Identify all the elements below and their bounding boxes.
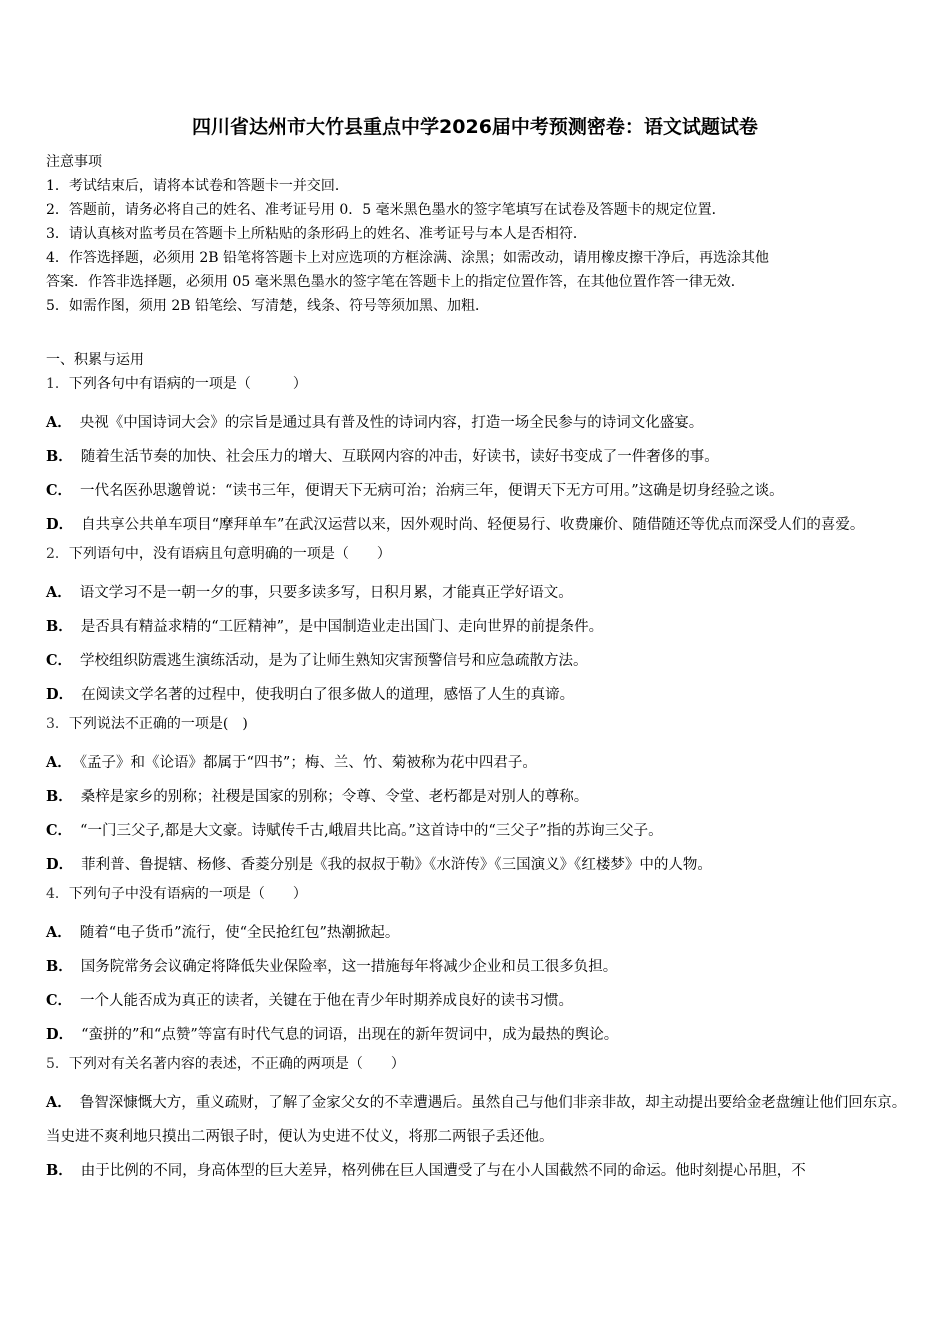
option-letter: A． <box>46 414 72 431</box>
question-text: 下列语句中，没有语病且句意明确的一项是（ ） <box>68 546 391 562</box>
question-stem <box>46 542 916 576</box>
option-letter: D． <box>46 686 74 703</box>
question-stem <box>46 712 916 746</box>
option-item <box>46 916 916 950</box>
option-item <box>46 780 916 814</box>
option-text: 在阅读文学名著的过程中，使我明白了很多做人的道理，感悟了人生的真谛。 <box>81 687 575 703</box>
option-text: 桑梓是家乡的别称；社稷是国家的别称；令尊、令堂、老朽都是对别人的尊称。 <box>80 789 589 805</box>
option-letter: B． <box>46 958 73 975</box>
option-text: 一个人能否成为真正的读者，关键在于他在青少年时期养成良好的读书习惯。 <box>80 993 574 1009</box>
notice-item: 1．考试结束后，请将本试卷和答题卡一并交回． <box>46 178 349 194</box>
option-text: 由于比例的不同，身高体型的巨大差异，格列佛在巨人国遭受了与在小人国截然不同的命运。他时刻提心吊胆，不 <box>80 1163 806 1179</box>
question-number: 1． <box>46 376 69 392</box>
option-text: “一门三父子,都是大文豪。诗赋传千古,峨眉共比高。”这首诗中的“三父子”指的苏询三父子。 <box>80 823 663 839</box>
option-letter: B． <box>46 788 73 805</box>
option-letter: C． <box>46 652 73 669</box>
option-item <box>46 610 916 644</box>
option-text: 自共享公共单车项目“摩拜单车”在武汉运营以来，因外观时尚、轻便易行、收费廉价、随借随还等优点而深受人们的喜爱。 <box>81 517 865 533</box>
notice-heading: 注意事项 <box>46 154 102 170</box>
option-letter: A． <box>46 584 72 601</box>
question-stem <box>46 882 916 916</box>
option-text: 《孟子》和《论语》都属于“四书”；梅、兰、竹、菊被称为花中四君子。 <box>79 755 537 771</box>
option-letter: C． <box>46 822 73 839</box>
option-item <box>46 644 916 678</box>
option-text: 是否具有精益求精的“工匠精神”，是中国制造业走出国门、走向世界的前提条件。 <box>80 619 604 635</box>
option-item <box>46 984 916 1018</box>
notice-item: 答案．作答非选择题，必须用 05 毫米黑色墨水的签字笔在答题卡上的指定位置作答，在其他位置作答一律无效． <box>46 274 745 290</box>
option-item <box>46 1018 916 1052</box>
option-item <box>46 474 916 508</box>
option-text: 一代名医孙思邈曾说：“读书三年，便谓天下无病可治；治病三年，便谓天下无方可用。”这确是切身经验之谈。 <box>80 483 784 499</box>
option-text: 语文学习不是一朝一夕的事，只要多读多写，日积月累，才能真正学好语文。 <box>79 585 573 601</box>
option-letter: A． <box>46 924 72 941</box>
page-title: 四川省达州市大竹县重点中学2026届中考预测密卷：语文试题试卷 <box>192 116 758 138</box>
option-item <box>46 950 916 984</box>
question-text: 下列句子中没有语病的一项是（ ） <box>68 886 307 902</box>
question-text: 下列各句中有语病的一项是（ ） <box>68 376 307 392</box>
option-item <box>46 440 916 474</box>
question-number: 3． <box>46 716 69 732</box>
option-item <box>46 848 916 882</box>
option-letter: A． <box>46 1094 72 1111</box>
option-item <box>46 406 916 440</box>
question-number: 5． <box>46 1056 69 1072</box>
option-item <box>46 746 916 780</box>
question-text: 下列对有关名著内容的表述，不正确的两项是（ ） <box>68 1056 405 1072</box>
option-item <box>46 1086 916 1154</box>
option-letter: A． <box>46 754 72 771</box>
option-item <box>46 678 916 712</box>
question-number: 2． <box>46 546 69 562</box>
notice-block <box>46 150 916 318</box>
option-text: 随着“电子货币”流行，使“全民抢红包”热潮掀起。 <box>79 925 400 941</box>
option-letter: B． <box>46 618 73 635</box>
option-item <box>46 576 916 610</box>
option-letter: D． <box>46 856 74 873</box>
option-letter: D． <box>46 1026 74 1043</box>
option-text: 随着生活节奏的加快、社会压力的增大、互联网内容的冲击，好读书，读好书变成了一件奢侈的事。 <box>80 449 719 465</box>
option-text: “蛮拼的”和“点赞”等富有时代气息的词语，出现在的新年贺词中，成为最热的舆论。 <box>81 1027 619 1043</box>
option-letter: D． <box>46 516 74 533</box>
section-heading: 一、积累与运用 <box>46 352 144 368</box>
option-letter: B． <box>46 448 73 465</box>
option-text: 鲁智深慷慨大方，重义疏财，了解了金家父女的不幸遭遇后。虽然自己与他们非亲非故，却主动提出要给金老盘缠让他们回东京。当史进不爽利地只摸出二两银子时，便认为史进不仗义，将那二两银子丢还他。 <box>46 1095 907 1145</box>
notice-item: 3．请认真核对监考员在答题卡上所粘贴的条形码上的姓名、准考证号与本人是否相符． <box>46 226 587 242</box>
option-text: 国务院常务会议确定将降低失业保险率，这一措施每年将减少企业和员工很多负担。 <box>80 959 618 975</box>
option-item <box>46 508 916 542</box>
option-letter: C． <box>46 482 73 499</box>
option-letter: C． <box>46 992 73 1009</box>
notice-item: 4．作答选择题，必须用 2B 铅笔将答题卡上对应选项的方框涂满、涂黑；如需改动，请用橡皮擦干净后，再选涂其他 <box>46 250 769 266</box>
option-letter: B． <box>46 1162 73 1179</box>
question-stem <box>46 372 916 406</box>
option-text: 菲利普、鲁提辖、杨修、香菱分别是《我的叔叔于勒》《水浒传》《三国演义》《红楼梦》中的人物。 <box>81 857 712 873</box>
option-item <box>46 1154 916 1188</box>
notice-item: 2．答题前，请务必将自己的姓名、准考证号用 0．5 毫米黑色墨水的签字笔填写在试卷及答题卡的规定位置． <box>46 202 726 218</box>
option-text: 央视《中国诗词大会》的宗旨是通过具有普及性的诗词内容，打造一场全民参与的诗词文化盛宴。 <box>79 415 704 431</box>
question-text: 下列说法不正确的一项是( ) <box>68 716 248 732</box>
notice-item: 5．如需作图，须用 2B 铅笔绘、写清楚，线条、符号等须加黑、加粗． <box>46 298 490 314</box>
question-stem <box>46 1052 916 1086</box>
question-number: 4． <box>46 886 69 902</box>
option-text: 学校组织防震逃生演练活动，是为了让师生熟知灾害预警信号和应急疏散方法。 <box>80 653 588 669</box>
section-accumulation <box>46 348 916 1188</box>
option-item <box>46 814 916 848</box>
